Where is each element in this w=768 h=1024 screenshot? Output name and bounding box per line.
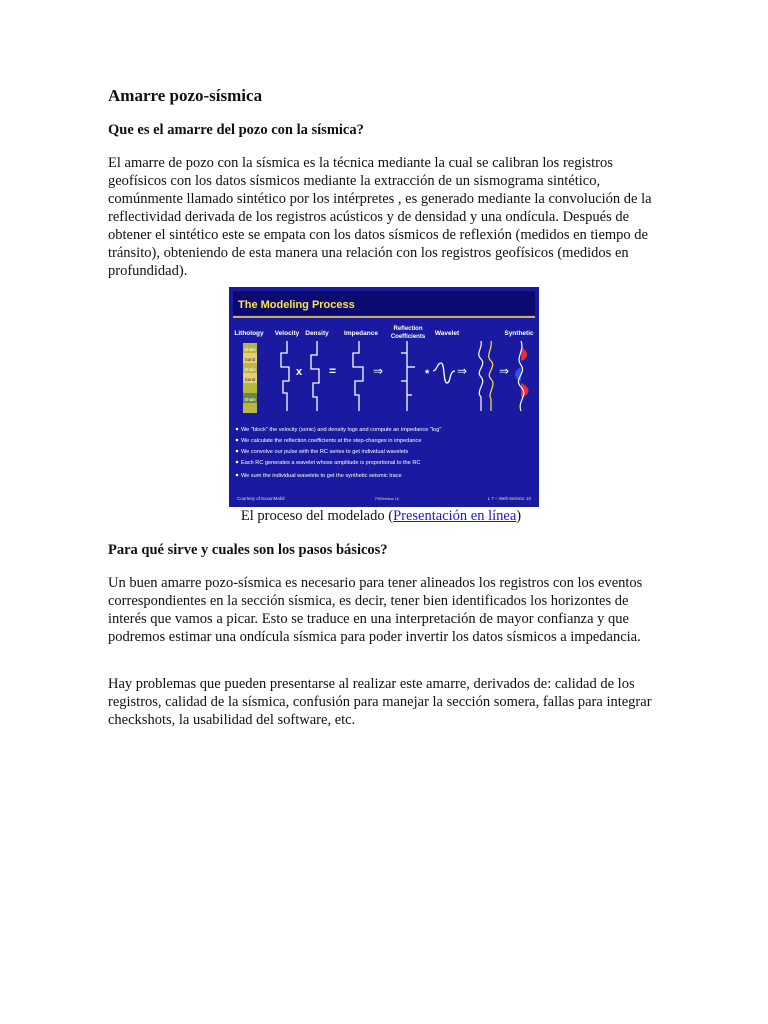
arrow-icon: ⇒	[499, 364, 510, 378]
figure-footer-credit: Courtesy of ExxonMobil	[237, 496, 285, 501]
col-velocity: Velocity	[274, 330, 300, 337]
figure-header: The Modeling Process	[238, 299, 355, 311]
lithology-column	[243, 343, 257, 413]
litho-label: Shale	[244, 397, 256, 402]
arrow-icon: ⇒	[457, 364, 468, 378]
col-wavelet: Wavelet	[434, 330, 460, 337]
section-heading-what: Que es el amarre del pozo con la sísmica?	[108, 122, 364, 138]
figure-caption	[108, 507, 654, 525]
col-reflection: Reflection	[393, 326, 423, 332]
caption-text: El proceso del modelado (	[240, 508, 394, 524]
figure-footer-mid: PNStrenlow 16	[375, 497, 399, 501]
litho-label: Shale	[244, 347, 256, 352]
bullet-item: We "block" the velocity (sonic) and density logs and compute an impedance "log"	[241, 427, 442, 433]
multiply-symbol: x	[296, 366, 303, 378]
equals-symbol: =	[329, 364, 337, 378]
bullet-item: Each RC generates a wavelet whose amplitude is proportional to the RC	[241, 460, 421, 466]
paragraph-purpose: Un buen amarre pozo-sísmica es necesario para tener alineados los registros con los eventos correspondientes en la sección sísmica, es decir, tener bien identificados los horizontes de interés que vamos a picar. Esto se traduce en una interpretación de mayor confianza y que podremos estimar una ondícula sísmica para poder invertir los datos sísmicos a impedancia.	[108, 575, 643, 645]
paragraph-problems: Hay problemas que pueden presentarse al realizar este amarre, derivados de: calidad de los registros, calidad de la sísmica, confusión para manejar la sección somera, fallas para integrar checkshots, la usabilidad del software, etc.	[108, 676, 652, 728]
litho-label: Shale	[244, 367, 256, 372]
litho-label: Sand	[244, 357, 256, 362]
col-density: Density	[305, 330, 329, 337]
figure-footer-page: L 7 – Well-Seismic 10	[487, 496, 531, 501]
online-presentation-link[interactable]: Presentación en línea	[393, 508, 517, 524]
modeling-process-figure	[229, 287, 539, 507]
paragraph-definition: El amarre de pozo con la sísmica es la técnica mediante la cual se calibran los registros geofísicos con los datos sísmicos mediante la extracción de un sismograma sintético, comúnmente llamado sintético por los intérpretes , es generado mediante la convolución de la reflectividad derivada de los registros acústicos y de densidad y una ondícula. Después de obtener el sintético este se empata con los datos sísmicos de reflexión (medidos en tiempo de tránsito), obteniendo de esta manera una relación con los registros geofísicos (medidos en profundidad).	[108, 155, 652, 279]
modeling-process-diagram	[229, 287, 539, 507]
section-heading-purpose: Para qué sirve y cuales son los pasos básicos?	[108, 542, 388, 558]
caption-close: )	[516, 508, 522, 524]
page-title: Amarre pozo-sísmica	[108, 86, 263, 105]
bullet-item: We calculate the reflection coefficients at the step-changes in impedance	[241, 438, 422, 444]
arrow-icon: ⇒	[373, 364, 384, 378]
col-synthetic: Synthetic	[504, 330, 534, 337]
col-impedance: Impedance	[344, 330, 378, 337]
col-coefficients: Coefficients	[390, 334, 426, 340]
convolution-symbol: *	[425, 368, 430, 380]
litho-label: Sand	[244, 377, 256, 382]
bullet-item: We convolve our pulse with the RC series to get individual wavelets	[241, 449, 409, 455]
bullet-item: We sum the individual wavelets to get the synthetic seismic trace	[241, 473, 402, 479]
col-lithology: Lithology	[234, 330, 264, 337]
